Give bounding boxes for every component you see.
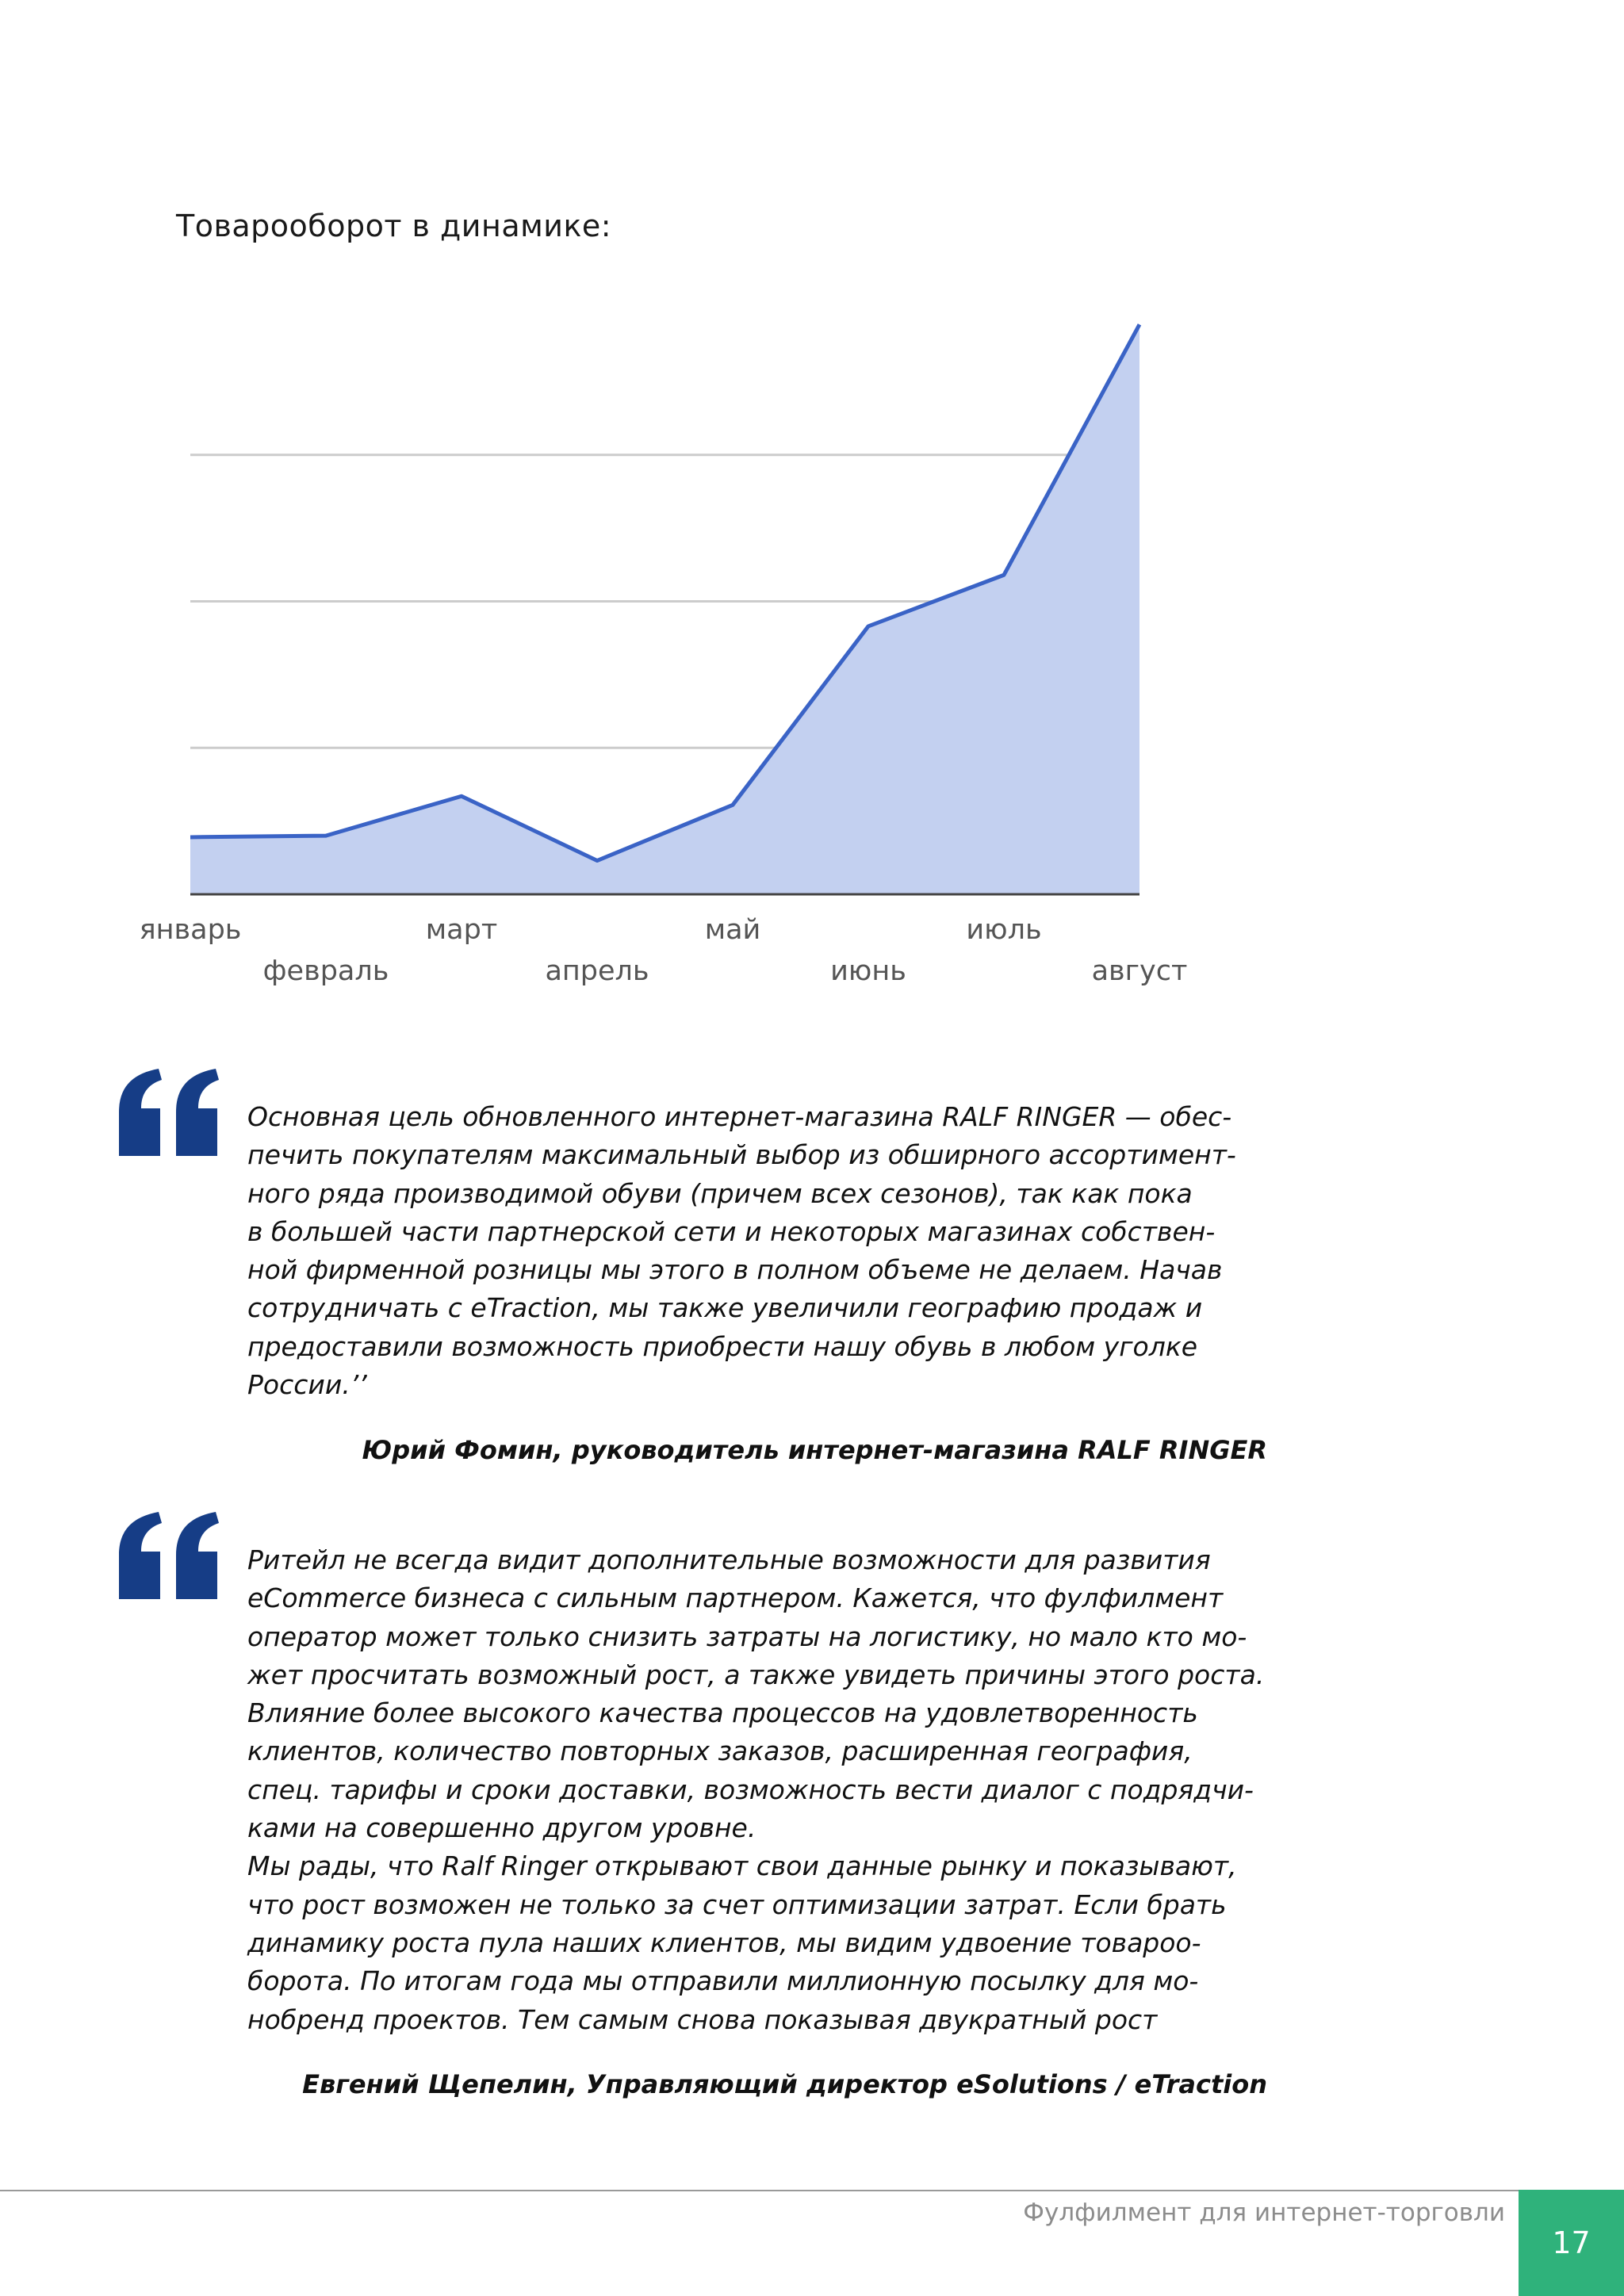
page-number: 17 xyxy=(1552,2225,1591,2260)
page-number-badge xyxy=(1519,2190,1624,2296)
x-tick-label: апрель xyxy=(545,955,649,987)
quote-line: ной фирменной розницы мы этого в полном объеме не делаем. Начав xyxy=(247,1254,1223,1286)
x-tick-label: июнь xyxy=(830,955,906,987)
quote-line: Влияние более высокого качества процессов на удовлетворенность xyxy=(247,1697,1198,1729)
quote-attribution-1: Юрий Фомин, руководитель интернет-магазина RALF RINGER xyxy=(362,1435,1267,1465)
quote-text-2 xyxy=(247,1541,1278,2039)
quote-line: Основная цель обновленного интернет-магазина RALF RINGER — обес- xyxy=(247,1101,1232,1132)
x-tick-label: июль xyxy=(966,914,1042,946)
quote-line: Ритейл не всегда видит дополнительные возможности для развития xyxy=(247,1544,1211,1575)
quote-line: спец. тарифы и сроки доставки, возможность вести диалог с подрядчи- xyxy=(247,1774,1254,1805)
quote-line: жет просчитать возможный рост, а также увидеть причины этого роста. xyxy=(247,1659,1265,1690)
quote-line: ного ряда производимой обуви (причем всех сезонов), так как пока xyxy=(247,1177,1193,1209)
x-tick-label: август xyxy=(1091,955,1188,987)
quote-line: eCommerce бизнеса с сильным партнером. Кажется, что фулфилмент xyxy=(247,1582,1224,1614)
footer-divider xyxy=(0,2190,1519,2191)
x-tick-label: март xyxy=(425,914,498,946)
quote-line: клиентов, количество повторных заказов, расширенная география, xyxy=(247,1735,1193,1767)
quote-text-1 xyxy=(247,1098,1278,1404)
quote-line: оператор может только снизить затраты на логистику, но мало кто мо- xyxy=(247,1621,1247,1652)
section-title: Товарооборот в динамике: xyxy=(176,209,612,243)
quote-line: динамику роста пула наших клиентов, мы видим удвоение товароо- xyxy=(247,1927,1201,1958)
quote-line: что рост возможен не только за счет оптимизации затрат. Если брать xyxy=(247,1888,1227,1920)
quote-mark-icon xyxy=(119,1069,222,1164)
turnover-area xyxy=(190,324,1139,894)
quote-mark-icon xyxy=(119,1512,222,1607)
quote-attribution-2: Евгений Щепелин, Управляющий директор eSolutions / eTraction xyxy=(302,2069,1267,2099)
x-tick-label: май xyxy=(704,914,761,946)
footer-title: Фулфилмент для интернет-торговли xyxy=(1023,2198,1505,2227)
turnover-chart xyxy=(0,0,1624,1023)
quote-line: ками на совершенно другом уровне. xyxy=(247,1812,756,1844)
x-tick-labels xyxy=(140,914,1188,987)
quote-line: Мы рады, что Ralf Ringer открывают свои данные рынку и показывают, xyxy=(247,1850,1237,1882)
x-tick-label: февраль xyxy=(262,955,389,987)
quote-line: борота. По итогам года мы отправили миллионную посылку для мо- xyxy=(247,1965,1199,1997)
quote-line: нобренд проектов. Тем самым снова показывая двукратный рост xyxy=(247,2003,1158,2035)
quote-line: предоставили возможность приобрести нашу обувь в любом уголке xyxy=(247,1330,1198,1362)
x-tick-label: январь xyxy=(139,914,242,946)
quote-line: сотрудничать с eTraction, мы также увеличили географию продаж и xyxy=(247,1292,1203,1324)
quote-line: в большей части партнерской сети и некоторых магазинах собствен- xyxy=(247,1215,1216,1247)
quote-line: России.’’ xyxy=(247,1369,367,1401)
quote-line: печить покупателям максимальный выбор из обширного ассортимент- xyxy=(247,1139,1236,1171)
